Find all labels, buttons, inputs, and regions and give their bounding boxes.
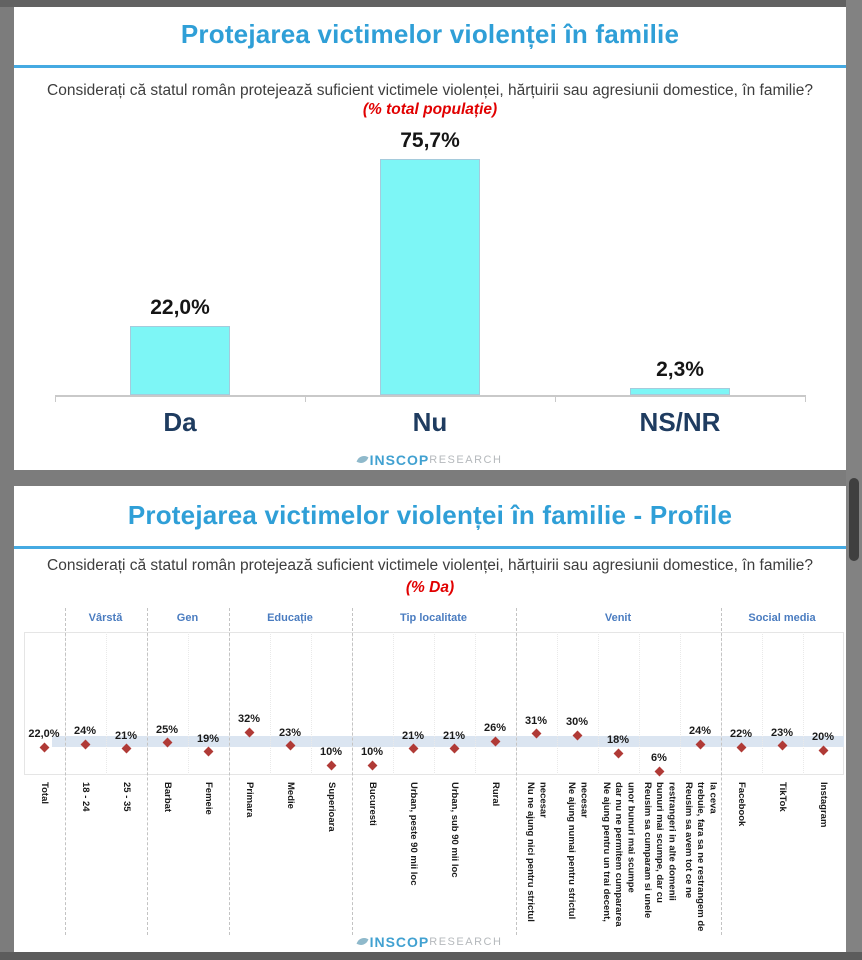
x-axis-tick [805,395,806,402]
profile-category-label [352,782,393,934]
profile-category-label-text: Instagram [818,782,830,828]
profile-value-label: 23% [278,726,302,739]
x-axis-tick [305,395,306,402]
profile-category-label [270,782,311,934]
x-axis-tick [555,395,556,402]
slide2-question: Considerați că statul român protejează suficient victimele violenței, hărțuirii sau agresiunii domestice, în familie? [47,557,813,574]
profile-category-label-text: Femeie [203,782,215,815]
profile-value-label: 30% [565,716,589,728]
category-gridline [434,632,435,775]
bar-chart [14,7,846,470]
logo-brand: INSCOP [369,933,430,950]
profile-category-label-text: Nu ne ajung nici pentru strictul necesar [525,782,549,922]
bar-nu [380,159,480,395]
slide2-subtitle [25,556,835,598]
profile-category-label [598,782,639,934]
bar-category-label: Nu [412,407,448,437]
profile-category-label [188,782,229,934]
profile-category-label [106,782,147,934]
category-gridline [762,632,763,775]
bar-value-label: 22,0% [150,296,210,319]
group-label-educaie: Educație [267,612,313,624]
profile-category-label-text: Ne ajung numai pentru strictul necesar [566,782,590,920]
profile-category-label-text: Bucuresti [367,782,379,826]
profile-category-label [762,782,803,934]
profile-category-label [393,782,434,934]
x-axis [55,395,805,397]
profile-category-label-text: Total [39,782,51,804]
profile-category-label [229,782,270,934]
profile-value-label: 25% [155,723,179,736]
profile-category-label-text: Facebook [736,782,748,827]
group-label-tiplocalitate: Tip localitate [399,612,468,624]
category-gridline [106,632,107,775]
profile-value-label: 6% [651,752,667,764]
profile-value-label: 23% [770,726,794,739]
leaf-icon [356,936,368,948]
profile-category-label [680,782,721,934]
profile-category-label-text: Reusim sa avem tot ce ne trebuie, fara sa ne restrangem de la ceva [682,782,719,932]
profile-value-label: 22,0% [28,728,60,740]
inscop-logo [14,451,846,469]
group-label-vrst: Vârstă [88,612,123,624]
profile-category-label-text: Ne ajung pentru un trai decent, dar nu ne permitem cumpararea unor bunuri mai scumpe [600,782,637,927]
scrollbar-track[interactable] [846,0,862,960]
logo-suffix: RESEARCH [429,453,503,466]
slide-total-population [14,7,846,470]
profile-category-label [516,782,557,934]
profile-value-label: 21% [442,729,466,742]
profile-category-label-text: 18 - 24 [80,782,92,812]
profile-value-label: 10% [319,746,343,758]
slide1-question: Considerați că statul român protejează suficient victimele violenței, hărțuirii sau agresiunii domestice, în familie? [47,82,813,99]
profile-category-label [311,782,352,934]
profile-value-label: 19% [196,732,220,745]
slide2-title: Protejarea victimelor violenței în familie - Profile [127,500,733,530]
slide-profile [14,486,846,952]
profile-category-label-text: Rural [490,782,502,807]
profile-value-label: 26% [483,722,507,734]
group-label-venit: Venit [604,612,632,624]
slide1-title: Protejarea victimelor violenței în familie [180,19,680,49]
profile-category-label [475,782,516,934]
profile-category-label [803,782,844,934]
profile-category-label-text: Urban, sub 90 mii loc [449,782,461,878]
bar-da [130,326,230,395]
group-label-socialmedia: Social media [748,612,816,624]
x-axis-tick [55,395,56,402]
profile-category-label [557,782,598,934]
slide2-title-rule [14,546,846,549]
bar-nsnr [630,388,730,395]
category-gridline [803,632,804,775]
bar-category-label: NS/NR [639,407,721,437]
profile-value-label: 24% [688,725,712,737]
profile-category-label-text: Barbat [162,782,174,813]
profile-category-label [65,782,106,934]
group-label-gen: Gen [176,612,199,624]
profile-category-label-text: TikTok [777,782,789,812]
category-gridline [270,632,271,775]
profile-category-label-text: Medie [285,782,297,809]
scrollbar-thumb[interactable] [849,478,859,561]
bar-value-label: 2,3% [656,358,704,381]
profile-value-label: 24% [73,725,97,737]
inscop-logo [14,933,846,951]
profile-value-label: 21% [401,729,425,742]
profile-value-label: 18% [606,734,630,746]
profile-value-label: 22% [729,728,753,740]
profile-category-label [639,782,680,934]
leaf-icon [356,454,368,466]
window-bottom-strip [0,952,862,960]
bar-value-label: 75,7% [400,129,460,152]
profile-category-label-text: Primara [244,782,256,818]
profile-category-label-text: 25 - 35 [121,782,133,812]
profile-category-label [434,782,475,934]
slide2-unit-note: (% Da) [405,579,455,597]
profile-chart [14,600,846,945]
profile-category-label-text: Superioara [326,782,338,832]
profile-value-label: 20% [811,731,835,743]
bar-category-label: Da [163,407,197,437]
profile-category-label [721,782,762,934]
slide1-unit-note: (% total populație) [362,101,498,119]
profile-value-label: 10% [360,746,384,758]
window-top-strip [0,0,862,7]
category-gridline [598,632,599,775]
profile-category-label-text: Urban, peste 90 mii loc [408,782,420,886]
profile-value-label: 31% [524,714,548,727]
profile-value-label: 32% [237,713,261,725]
profile-category-label [147,782,188,934]
logo-suffix: RESEARCH [429,935,503,948]
category-gridline [475,632,476,775]
category-gridline [557,632,558,775]
logo-brand: INSCOP [369,451,430,468]
profile-value-label: 21% [114,729,138,742]
profile-category-label-text: Reusim sa cumparam si unele bunuri mai scumpe, dar cu restrangeri in alte domenii [641,782,678,919]
category-gridline [188,632,189,775]
profile-category-label [24,782,65,934]
